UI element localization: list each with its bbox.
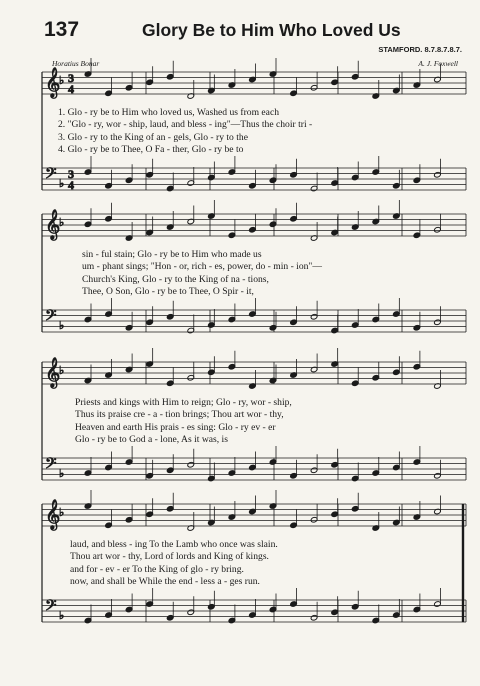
hymn-number: 137 [44,18,80,41]
flat-icon: ♭ [59,365,65,377]
lyric-line: Thou art wor - thy, Lord of lords and King of kings. [70,551,269,563]
words-credit: Horatius Bonar [52,59,100,68]
flat-icon: ♭ [59,320,65,332]
tune-name: STAMFORD. 8.7.8.7.8.7. [378,45,462,54]
treble-clef-icon: 𝄞 [45,500,61,530]
lyric-line: now, and shall be While the end - less a - ges run. [70,576,260,588]
lyric-line: Priests and kings with Him to reign; Glo - ry, wor - ship, [75,397,292,408]
time-signature: 3 [68,167,74,181]
lyric-line: 3. Glo - ry to the King of an - gels, Glo - ry to the [58,131,248,143]
flat-icon: ♭ [59,468,65,480]
flat-icon: ♭ [59,507,65,519]
lyric-line: Thus its praise cre - a - tion brings; Thou art wor - thy, [75,409,284,421]
treble-clef-icon: 𝄞 [45,68,61,98]
lyric-line: Heaven and earth His prais - es sing: Glo - ry ev - er [75,421,276,433]
lyric-line: and for - ev - er To the King of glo - ry bring. [70,563,244,575]
bass-clef-icon: 𝄢 [45,597,57,618]
hymn-title: Glory Be to Him Who Loved Us [142,20,401,40]
lyric-line: 4. Glo - ry be to Thee, O Fa - ther, Glo - ry be to [58,144,244,156]
time-signature: 3 [68,71,74,85]
flat-icon: ♭ [59,217,65,229]
lyric-line: 1. Glo - ry be to Him who loved us, Washed us from each [58,107,279,118]
lyric-line: Thee, O Son, Glo - ry be to Thee, O Spir - it, [82,286,254,298]
lyric-line: sin - ful stain; Glo - ry be to Him who made us [82,249,262,260]
bass-clef-icon: 𝄢 [45,307,57,328]
lyric-line: Church's King, Glo - ry to the King of na - tions, [82,273,269,285]
treble-clef-icon: 𝄞 [45,210,61,240]
lyric-line: 2. "Glo - ry, wor - ship, laud, and bless - ing"—Thus the choir tri - [58,119,313,131]
flat-icon: ♭ [59,610,65,622]
music-credit: A. J. Foxwell [418,59,458,68]
bass-clef-icon: 𝄢 [45,165,57,186]
flat-icon: ♭ [59,75,65,87]
flat-icon: ♭ [59,178,65,190]
time-signature: 4 [68,82,74,96]
lyric-line: laud, and bless - ing To the Lamb who once was slain. [70,539,278,550]
time-signature: 4 [68,178,74,192]
treble-clef-icon: 𝄞 [45,358,61,388]
lyric-line: um - phant sings; "Hon - or, rich - es, power, do - min - ion"— [82,261,322,273]
lyric-line: Glo - ry be to God a - lone, As it was, is [75,434,228,446]
bass-clef-icon: 𝄢 [45,455,57,476]
